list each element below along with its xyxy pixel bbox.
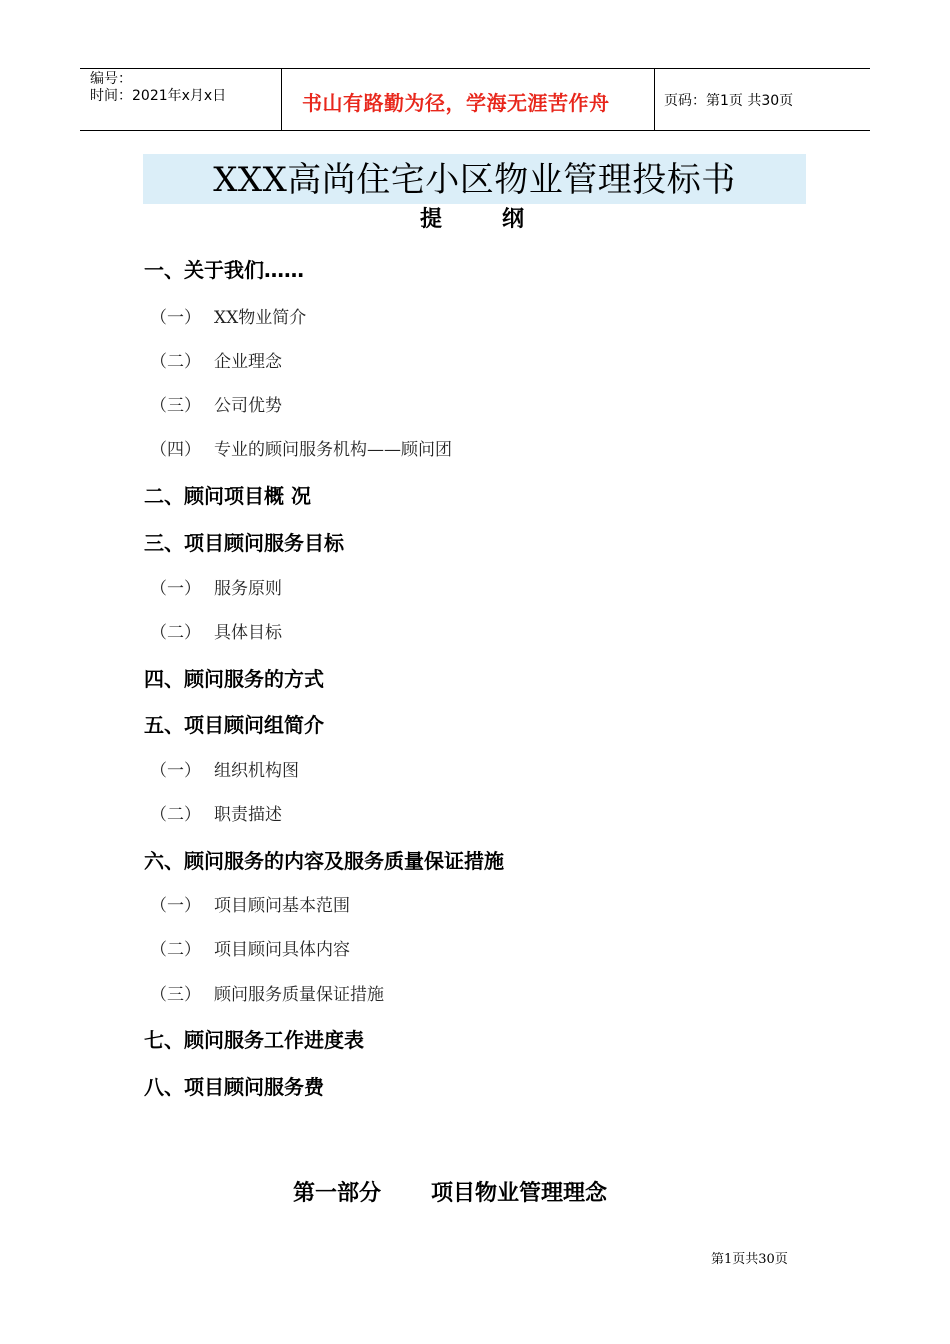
outline-subitem-number: （二）	[150, 940, 201, 960]
outline-subitem	[150, 303, 306, 328]
outline-subitem	[150, 391, 282, 416]
subtitle-char-2: 纲	[502, 206, 525, 232]
outline-subitem-text: 项目顾问具体内容	[214, 940, 350, 960]
outline-subitem	[150, 574, 282, 599]
outline-subitem-number: （二）	[150, 352, 201, 372]
outline-subitem-number: （二）	[150, 805, 201, 825]
outline-subitem-number: （四）	[150, 440, 201, 460]
title-band	[143, 154, 806, 204]
outline-subitem	[150, 618, 282, 643]
motto: 书山有路勤为径，学海无涯苦作舟	[302, 91, 610, 115]
outline-subitem	[150, 935, 350, 960]
outline-subitem-number: （三）	[150, 396, 201, 416]
outline-heading: 六、顾问服务的内容及服务质量保证措施	[144, 849, 504, 873]
header-motto-cell	[282, 69, 655, 130]
outline-heading: 一、关于我们……	[144, 258, 304, 282]
outline-heading: 四、顾问服务的方式	[144, 667, 324, 691]
outline-heading: 五、项目顾问组简介	[144, 713, 324, 737]
serial-label: 编号：	[90, 71, 132, 87]
outline-heading: 二、顾问项目概 况	[144, 484, 311, 508]
document-title: XXX高尚住宅小区物业管理投标书	[213, 160, 736, 200]
outline-subitem-text: 公司优势	[214, 396, 282, 416]
time-label: 时间：2021年x月x日	[90, 88, 227, 104]
header-meta-cell	[80, 69, 282, 130]
outline-subitem-number: （二）	[150, 623, 201, 643]
outline-heading: 七、顾问服务工作进度表	[144, 1028, 364, 1052]
part-label: 第一部分	[293, 1181, 382, 1206]
outline-heading: 八、项目顾问服务费	[144, 1075, 324, 1099]
page-info: 页码：第1页 共30页	[664, 93, 794, 109]
outline-subitem-number: （一）	[150, 761, 201, 781]
outline-subitem-number: （一）	[150, 308, 201, 328]
outline-subitem-text: 顾问服务质量保证措施	[214, 985, 384, 1005]
outline-subitem-text: 服务原则	[214, 579, 282, 599]
outline-subitem	[150, 891, 350, 916]
outline-subitem	[150, 756, 299, 781]
subtitle-char-1: 提	[420, 206, 443, 232]
outline-subitem	[150, 800, 282, 825]
outline-subitem-number: （一）	[150, 896, 201, 916]
outline-subitem	[150, 435, 452, 460]
outline-subitem-text: 职责描述	[214, 805, 282, 825]
outline-subitem-number: （三）	[150, 985, 201, 1005]
header-table	[80, 68, 870, 131]
outline-subitem-text: 具体目标	[214, 623, 282, 643]
outline-subitem-text: XX物业简介	[214, 308, 307, 328]
part-title: 项目物业管理理念	[431, 1181, 608, 1206]
part-heading	[293, 1176, 607, 1207]
outline-subitem	[150, 980, 384, 1005]
header-page-cell	[655, 69, 870, 130]
outline-subitem	[150, 347, 282, 372]
outline-subitem-text: 项目顾问基本范围	[214, 896, 350, 916]
outline-subitem-text: 企业理念	[214, 352, 282, 372]
outline-heading: 三、项目顾问服务目标	[144, 531, 344, 555]
page-footer: 第1页共30页	[711, 1252, 788, 1267]
outline-subitem-text: 组织机构图	[214, 761, 299, 781]
outline-subitem-text: 专业的顾问服务机构——顾问团	[214, 440, 452, 460]
outline-subitem-number: （一）	[150, 579, 201, 599]
subtitle	[420, 202, 524, 233]
